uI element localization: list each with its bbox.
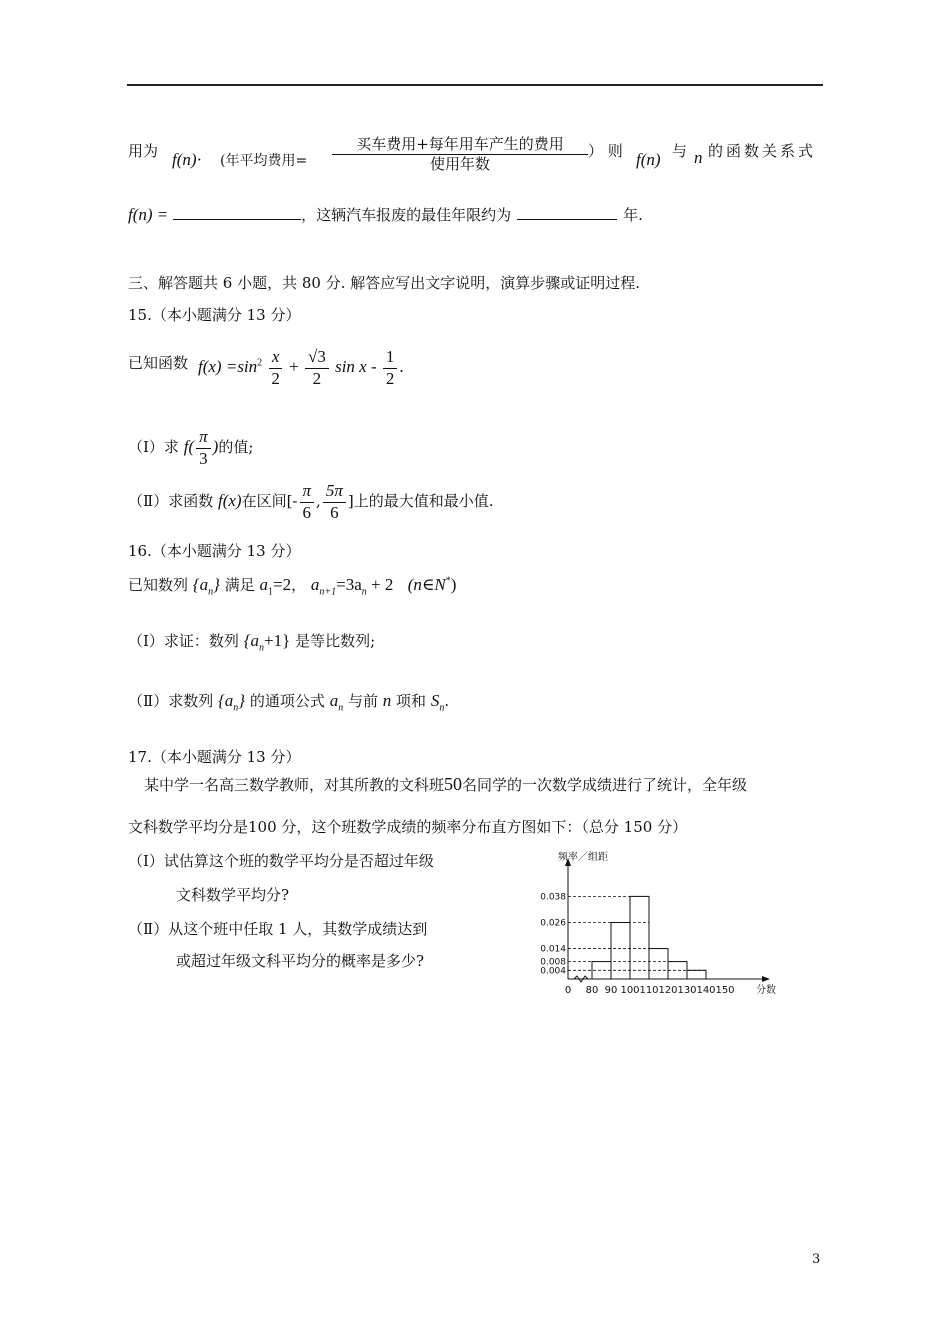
q17-part2b: 或超过年级文科平均分的概率是多少? <box>176 952 425 970</box>
q16-title: 16.（本小题满分 13 分） <box>128 542 301 560</box>
x-tick-label: 150 <box>715 985 735 996</box>
y-tick-label: 0.026 <box>540 918 566 929</box>
x-axis-label: 分数 <box>756 985 776 996</box>
p1-fraction <box>330 136 590 172</box>
q15-part1: （Ⅰ）求 f( $\frac{\pi}{3}$ )的值; <box>128 427 254 468</box>
y-axis-label: 频率／组距 <box>558 852 608 863</box>
section-3-title: 三、解答题共 6 小题，共 80 分. 解答应写出文字说明，演算步骤或证明过程. <box>128 274 641 292</box>
histogram-bar-110-120 <box>649 949 668 979</box>
p2-line <box>128 204 643 225</box>
q17-part1b: 文科数学平均分? <box>176 886 290 904</box>
p1-with: 与 <box>672 142 688 160</box>
p2-text: ，这辆汽车报废的最佳年限约为 <box>301 206 512 224</box>
q17-line2: 文科数学平均分是100 分，这个班数学成绩的频率分布直方图如下：（总分 150 分） <box>128 818 688 836</box>
q15-title: 15.（本小题满分 13 分） <box>128 306 301 324</box>
p1-then: ） 则 <box>588 142 623 160</box>
q17-title: 17.（本小题满分 13 分） <box>128 748 301 766</box>
y-tick-label: 0.014 <box>540 944 566 955</box>
p2-year: 年. <box>623 206 643 224</box>
header-rule <box>127 84 823 86</box>
answer-blank-2[interactable] <box>517 205 617 220</box>
q15-intro: 已知函数 <box>128 354 189 372</box>
histogram-bar-130-140 <box>687 970 706 979</box>
p2-fn-eq: f(n) = <box>128 205 169 224</box>
x-tick-label: 120 <box>658 985 678 996</box>
answer-blank-1[interactable] <box>173 205 301 220</box>
p1-text-1: 用为 <box>128 142 159 160</box>
q16-intro: 已知数列 $\{a_n\}$ 满足 $a_1=2$， $a_{n+1}=3a_n + 2$ (n∈N*) <box>128 575 457 598</box>
y-tick-label: 0.038 <box>540 892 566 903</box>
x-tick-label: 140 <box>696 985 716 996</box>
q16-part1: （Ⅰ）求证：数列 $\{a_n+1\}$ 是等比数列; <box>128 631 376 654</box>
p1-frac-numerator: 买车费用+每年用车产生的费用 <box>332 136 588 155</box>
p1-avg-label: (年平均费用= <box>220 153 308 169</box>
x-axis-arrow <box>762 976 770 982</box>
p1-fn-2: f(n) <box>636 150 661 169</box>
histogram-chart <box>530 846 790 1012</box>
p1-n: n <box>694 148 703 167</box>
y-tick-label: 0.004 <box>540 966 566 977</box>
x-tick-label: 100 <box>620 985 640 996</box>
x-tick-label: 0 <box>564 985 572 996</box>
q15-part2: （Ⅱ）求函数 f(x)在区间[- $\frac{\pi}{6}$ , $\frac{5\pi}{6}$ ]上的最大值和最小值. <box>128 481 494 522</box>
page-number: 3 <box>812 1252 821 1267</box>
x-tick-label: 130 <box>677 985 697 996</box>
x-tick-label: 80 <box>585 985 599 996</box>
p1-relation: 的函数关系式 <box>708 142 817 160</box>
y-tick-label: 0.008 <box>540 957 566 968</box>
q17-part2a: （Ⅱ）从这个班中任取 1 人，其数学成绩达到 <box>128 920 428 938</box>
q16-part2: （Ⅱ）求数列 $\{a_n\}$ 的通项公式 $a_n$ 与前 n 项和 $S_n$. <box>128 691 450 714</box>
p1-fn: f(n)· <box>172 150 203 169</box>
x-tick-label: 90 <box>604 985 618 996</box>
p1-frac-denominator: 使用年数 <box>429 154 490 173</box>
q17-line1: 某中学一名高三数学教师，对其所教的文科班50名同学的一次数学成绩进行了统计，全年级 <box>144 774 748 794</box>
x-tick-label: 110 <box>639 985 659 996</box>
p1-line <box>128 140 158 161</box>
q15-formula: $f(x) =\sin^2$ $\frac{x}{2}$ + $\frac{√3}{2}$ sin x - $\frac{1}{2}$ . <box>198 347 404 388</box>
histogram-bar-100-110 <box>630 896 649 979</box>
q17-part1a: （Ⅰ）试估算这个班的数学平均分是否超过年级 <box>128 852 434 870</box>
